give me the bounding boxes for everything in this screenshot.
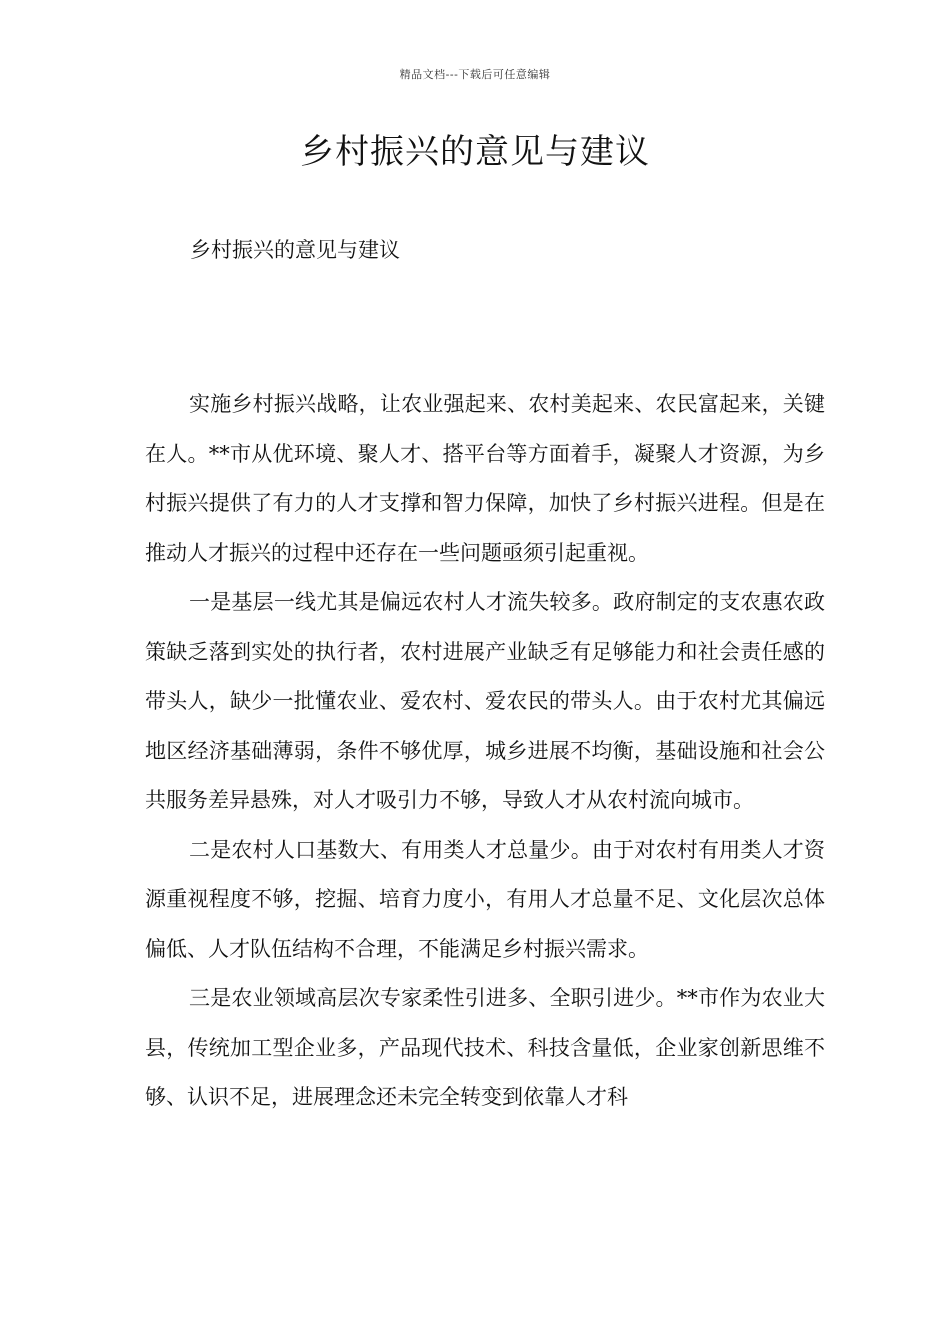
paragraph-intro: 实施乡村振兴战略，让农业强起来、农村美起来、农民富起来，关键在人。**市从优环境、聚人才、搭平台等方面着手，凝聚人才资源，为乡村振兴提供了有力的人才支撑和智力保障，加快了乡村振兴进程。但是在推动人才振兴的过程中还存在一些问题亟须引起重视。	[145, 392, 825, 565]
document-title: 乡村振兴的意见与建议	[300, 132, 650, 172]
document-subtitle: 乡村振兴的意见与建议	[190, 238, 400, 262]
document-body	[145, 380, 825, 1123]
paragraph-point-two: 二是农村人口基数大、有用类人才总量少。由于对农村有用类人才资源重视程度不够，挖掘、培育力度小，有用人才总量不足、文化层次总体偏低、人才队伍结构不合理，不能满足乡村振兴需求。	[145, 837, 825, 961]
paragraph-point-one: 一是基层一线尤其是偏远农村人才流失较多。政府制定的支农惠农政策缺乏落到实处的执行者，农村进展产业缺乏有足够能力和社会责任感的带头人，缺少一批懂农业、爱农村、爱农民的带头人。由于农村尤其偏远地区经济基础薄弱，条件不够优厚，城乡进展不均衡，基础设施和社会公共服务差异悬殊，对人才吸引力不够，导致人才从农村流向城市。	[145, 590, 825, 812]
header-note: 精品文档---下载后可任意编辑	[399, 68, 551, 81]
paragraph-point-three: 三是农业领域高层次专家柔性引进多、全职引进少。**市作为农业大县，传统加工型企业多，产品现代技术、科技含量低，企业家创新思维不够、认识不足，进展理念还未完全转变到依靠人才科	[145, 986, 825, 1109]
